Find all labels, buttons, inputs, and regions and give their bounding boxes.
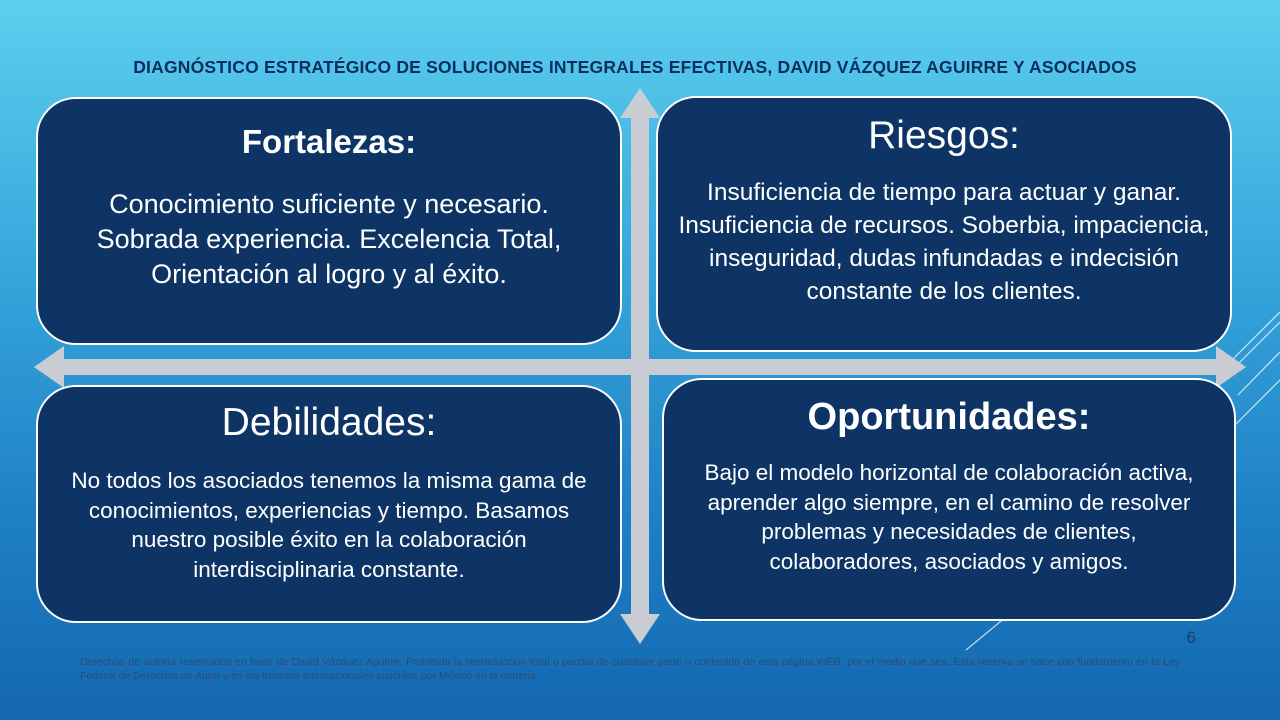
slide-title: DIAGNÓSTICO ESTRATÉGICO DE SOLUCIONES INTEGRALES EFECTIVAS, DAVID VÁZQUEZ AGUIRRE Y ASOCIADOS	[133, 57, 1137, 77]
fortalezas-box	[36, 97, 622, 345]
debilidades-box	[36, 385, 622, 623]
riesgos-text: Insuficiencia de tiempo para actuar y ganar. Insuficiencia de recursos. Soberbia, impaciencia, inseguridad, dudas infundadas e indecisión constante de los clientes.	[678, 179, 1210, 305]
debilidades-text: No todos los asociados tenemos la misma gama de conocimientos, experiencias y tiempo. Basamos nuestro posible éxito en la colaboración interdisciplinaria constante.	[71, 468, 587, 582]
fortalezas-heading: Fortalezas:	[241, 123, 417, 160]
oportunidades-heading: Oportunidades:	[807, 396, 1091, 438]
copyright-footer: Derechos de autoría reservados en favor de David Vázquez Aguirre. Prohibida la reproducción total o parcial de cualquier parte o contenido de esta página WEB, por el medio que sea. Esta reserva se hace con fundamento en la Ley Federal de Derechos de Autor y en los tratados internacionales suscritos por México en la materia.	[80, 656, 1180, 682]
riesgos-heading: Riesgos:	[868, 114, 1020, 157]
riesgos-box	[656, 96, 1232, 352]
oportunidades-text: Bajo el modelo horizontal de colaboración activa, aprender algo siempre, en el camino de resolver problemas y necesidades de clientes, colaboradores, asociados y amigos.	[704, 460, 1194, 574]
oportunidades-box	[662, 378, 1236, 621]
page-number: 6	[1186, 628, 1196, 647]
fortalezas-text: Conocimiento suficiente y necesario. Sobrada experiencia. Excelencia Total, Orientación al logro y al éxito.	[96, 189, 562, 289]
debilidades-heading: Debilidades:	[221, 401, 437, 444]
